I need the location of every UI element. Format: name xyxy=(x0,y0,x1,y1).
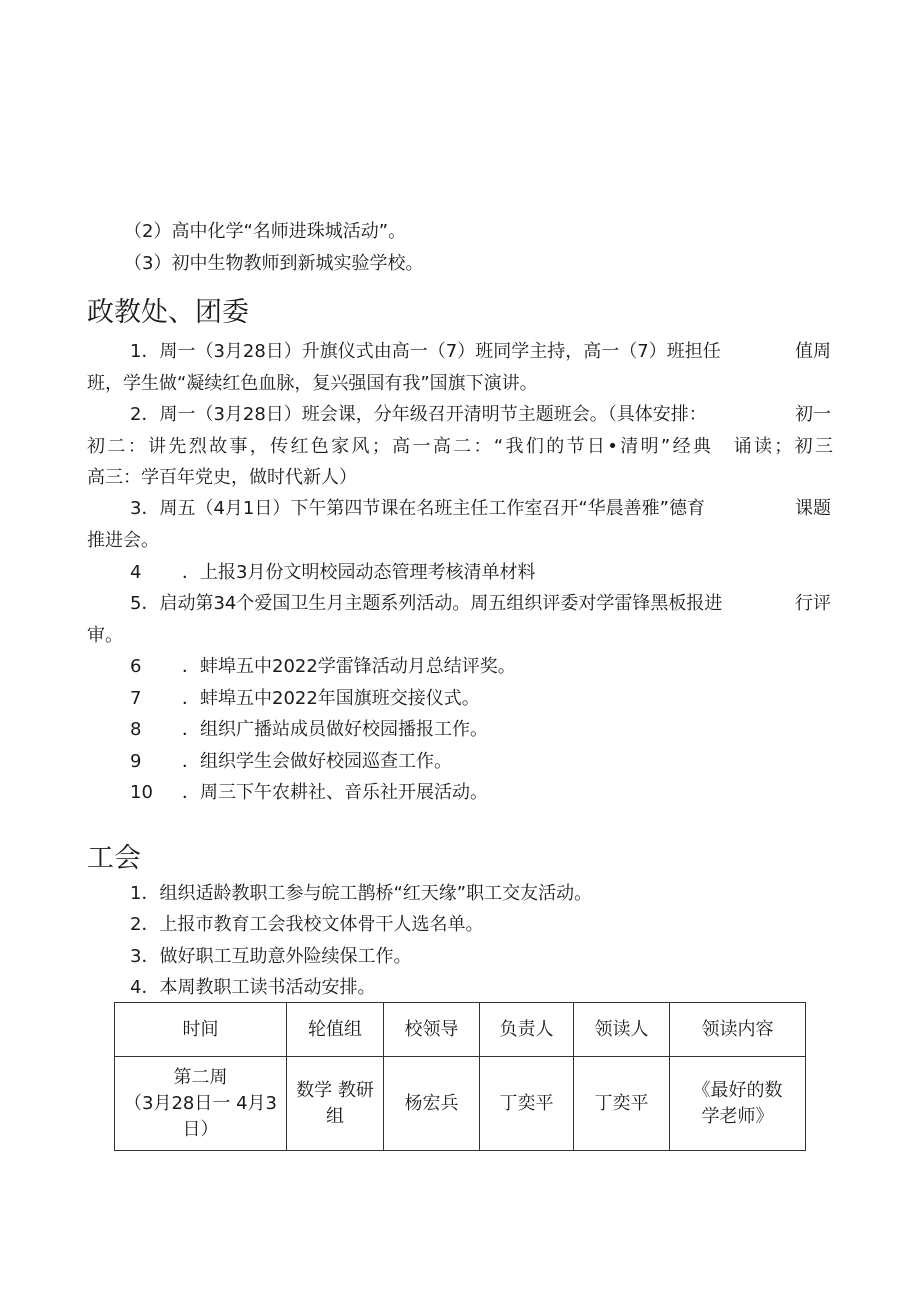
list-item: 值周 xyxy=(795,341,831,362)
cell-leader: 杨宏兵 xyxy=(384,1057,480,1151)
list-item: 班，学生做“凝续红色血脉，复兴强国有我”国旗下演讲。 xyxy=(87,373,538,394)
list-item: 初二：讲先烈故事，传红色家风；高一高二：“我们的节日•清明”经典 诵读；初三 xyxy=(87,436,833,457)
section-title-politics: 政教处、团委 xyxy=(87,297,249,328)
list-item: 1．组织适龄教职工参与皖工鹊桥“红天缘”职工交友活动。 xyxy=(130,883,593,904)
cell-line: 第二周 xyxy=(173,1066,228,1088)
list-item: 推进会。 xyxy=(87,530,159,551)
paragraph: （2）高中化学“名师进珠城活动”。 xyxy=(124,221,407,242)
list-item: 5．启动第34个爱国卫生月主题系列活动。周五组织评委对学雷锋黑板报进 xyxy=(130,593,723,614)
reading-schedule-table xyxy=(114,1002,806,1151)
cell-time xyxy=(115,1057,287,1151)
list-text: ．上报3月份文明校园动态管理考核清单材料 xyxy=(182,562,536,583)
list-text: ．周三下午农耕社、音乐社开展活动。 xyxy=(182,782,488,803)
list-item xyxy=(130,718,488,742)
cell-line: 组 xyxy=(326,1105,344,1127)
list-item: 2．周一（3月28日）班会课，分年级召开清明节主题班会。（具体安排： xyxy=(130,404,707,425)
list-item xyxy=(130,561,535,585)
list-item: 高三：学百年党史，做时代新人） xyxy=(87,467,357,488)
cell-content xyxy=(670,1057,806,1151)
table-header: 领读内容 xyxy=(670,1003,806,1057)
cell-group xyxy=(287,1057,384,1151)
list-item xyxy=(130,687,480,711)
list-item: 4．本周教职工读书活动安排。 xyxy=(130,977,376,998)
list-number: 9 xyxy=(130,751,142,772)
list-item: 1．周一（3月28日）升旗仪式由高一（7）班同学主持，高一（7）班担任 xyxy=(130,341,721,362)
list-item: 3．做好职工互助意外险续保工作。 xyxy=(130,946,412,967)
list-item: 3．周五（4月1日）下午第四节课在名班主任工作室召开“华晨善雅”德育 xyxy=(130,498,706,519)
list-number: 8 xyxy=(130,719,142,740)
table-header-row xyxy=(115,1003,806,1057)
table-header: 领读人 xyxy=(574,1003,670,1057)
list-item: 审。 xyxy=(87,625,123,646)
list-item: 2．上报市教育工会我校文体骨干人选名单。 xyxy=(130,914,484,935)
list-text: ．蚌埠五中2022年国旗班交接仪式。 xyxy=(182,688,480,709)
list-number: 10 xyxy=(130,782,153,803)
cell-line: 学老师》 xyxy=(701,1105,774,1127)
cell-reader: 丁奕平 xyxy=(574,1057,670,1151)
list-text: ．组织学生会做好校园巡查工作。 xyxy=(182,751,452,772)
list-text: ．蚌埠五中2022学雷锋活动月总结评奖。 xyxy=(182,656,516,677)
cell-line: 数学 教研 xyxy=(296,1079,374,1101)
list-item: 课题 xyxy=(795,498,831,519)
list-number: 4 xyxy=(130,562,142,583)
table-header: 时间 xyxy=(115,1003,287,1057)
cell-owner: 丁奕平 xyxy=(480,1057,574,1151)
table-header: 负责人 xyxy=(480,1003,574,1057)
table-row xyxy=(115,1057,806,1151)
table-header: 校领导 xyxy=(384,1003,480,1057)
paragraph: （3）初中生物教师到新城实验学校。 xyxy=(124,253,424,274)
list-number: 7 xyxy=(130,688,142,709)
cell-line: 《最好的数 xyxy=(692,1079,783,1101)
cell-line: （3月28日一 4月3 xyxy=(124,1092,277,1114)
list-text: ．组织广播站成员做好校园播报工作。 xyxy=(182,719,488,740)
table-header: 轮值组 xyxy=(287,1003,384,1057)
list-item xyxy=(130,781,488,805)
list-item: 初一 xyxy=(795,404,831,425)
list-item xyxy=(130,655,516,679)
list-item: 行评 xyxy=(795,593,831,614)
section-title-union: 工会 xyxy=(87,843,141,874)
cell-line: 日） xyxy=(182,1118,219,1140)
list-number: 6 xyxy=(130,656,142,677)
list-item xyxy=(130,750,452,774)
